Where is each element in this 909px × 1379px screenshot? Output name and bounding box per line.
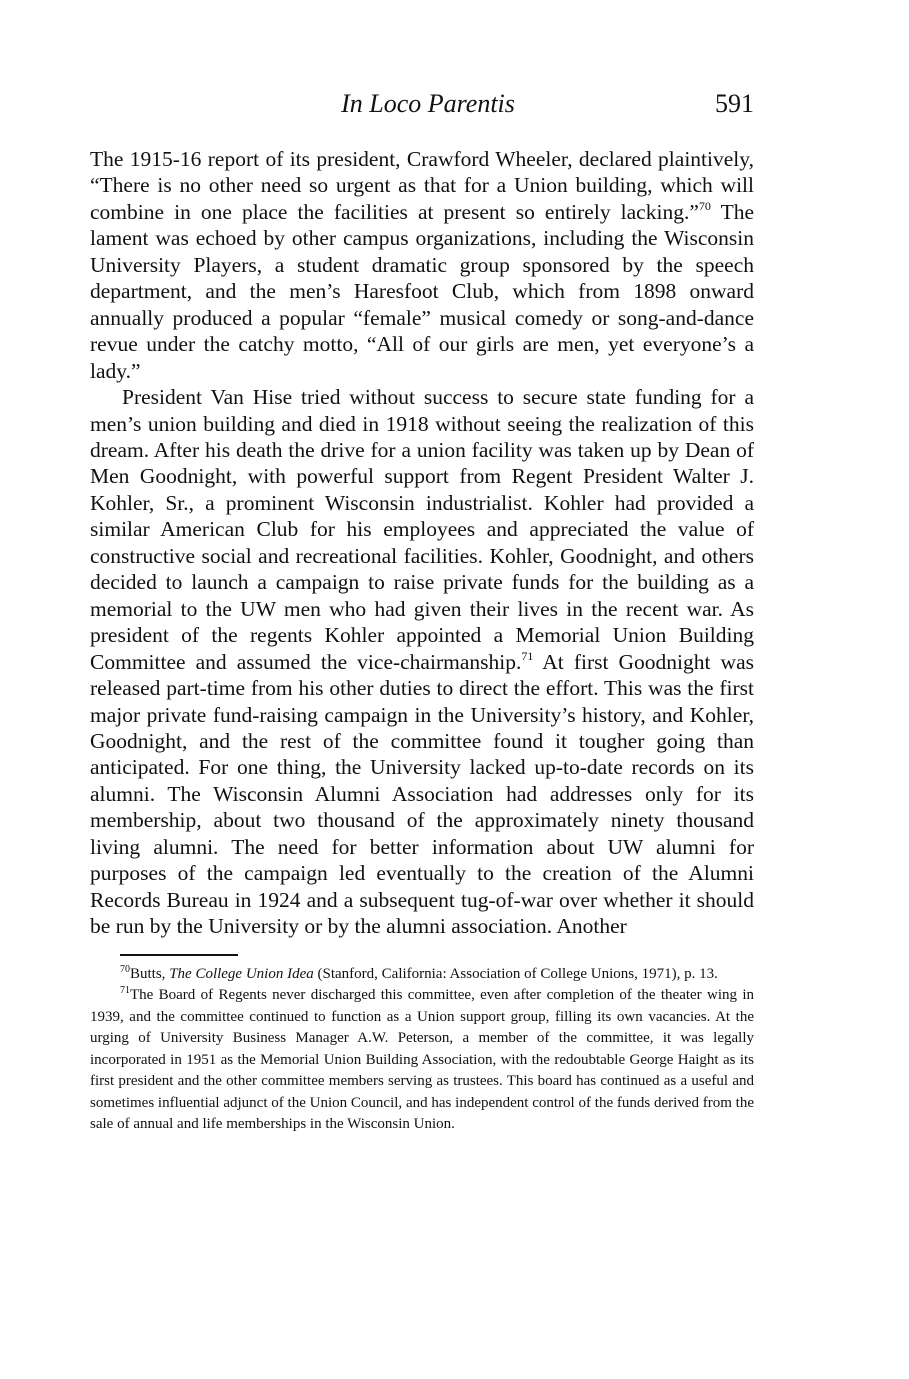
footnote-ref-70[interactable]: 70 (698, 198, 711, 213)
paragraph-2 (90, 384, 754, 940)
body-text (90, 146, 754, 940)
footnote-71-text: The Board of Regents never discharged this committee, even after completion of the theater wing in 1939, and the committee continued to function as a Union support group, filling its own vacancies. At the urging of University Business Manager A.W. Peterson, a member of the committee, it was legally incorporated in 1951 as the Memorial Union Building Association, with the redoubtable George Haight as its first president and the other committee members serving as trustees. This board has continued as a useful and sometimes influential adjunct of the Union Council, and has independent control of the funds derived from the sale of annual and life memberships in the Wisconsin Union. (90, 987, 754, 1133)
book-page (90, 86, 754, 1136)
footnote-70-post: (Stanford, California: Association of College Unions, 1971), p. 13. (313, 965, 718, 982)
footnote-ref-71[interactable]: 71 (521, 648, 534, 663)
running-title: In Loco Parentis (341, 89, 515, 118)
footnote-70 (90, 964, 754, 986)
footnote-70-pre: Butts, (130, 965, 170, 982)
footnote-rule (120, 954, 238, 956)
paragraph-2-text-b: At first Goodnight was released part-time from his other duties to direct the effort. This was the first major private fund-raising campaign in the University’s history, and Kohler, Goodnight, and the rest of the committee found it tougher going than anticipated. For one thing, the University lacked up-to-date records on its alumni. The Wisconsin Alumni Association had addresses only for its membership, about two thousand of the approximately ninety thousand living alumni. The need for better information about UW alumni for purposes of the campaign led eventually to the creation of the Alumni Records Bureau in 1924 and a subsequent tug-of-war over whether it should be run by the University or by the alumni association. Another (90, 649, 754, 939)
footnote-70-title: The College Union Idea (169, 965, 314, 982)
footnote-71-number: 71 (120, 985, 130, 997)
footnote-70-number: 70 (120, 963, 130, 975)
paragraph-1-text-b: The lament was echoed by other campus organizations, including the Wisconsin University Players, a student dramatic group sponsored by the speech department, and the men’s Haresfoot Club, which from 1898 onward annually produced a popular “female” musical comedy or song-and-dance revue under the catchy motto, “All of our girls are men, yet everyone’s a lady.” (90, 199, 754, 383)
paragraph-1 (90, 146, 754, 384)
running-head (90, 86, 754, 126)
footnote-71 (90, 985, 754, 1136)
paragraph-1-text-a: The 1915-16 report of its president, Crawford Wheeler, declared plaintively, “There is no other need so urgent as that for a Union building, which will combine in one place the facilities at present so entirely lacking.” (90, 147, 754, 224)
page-number: 591 (715, 89, 754, 118)
paragraph-2-text-a: President Van Hise tried without success to secure state funding for a men’s union building and died in 1918 without seeing the realization of this dream. After his death the drive for a union facility was taken up by Dean of Men Goodnight, with powerful support from Regent President Walter J. Kohler, Sr., a prominent Wisconsin industrialist. Kohler had provided a similar American Club for his employees and appreciated the value of constructive social and recreational facilities. Kohler, Goodnight, and others decided to launch a campaign to raise private funds for the building as a memorial to the UW men who had given their lives in the recent war. As president of the regents Kohler appointed a Memorial Union Building Committee and assumed the vice-chairmanship. (90, 385, 754, 674)
footnotes (90, 964, 754, 1136)
